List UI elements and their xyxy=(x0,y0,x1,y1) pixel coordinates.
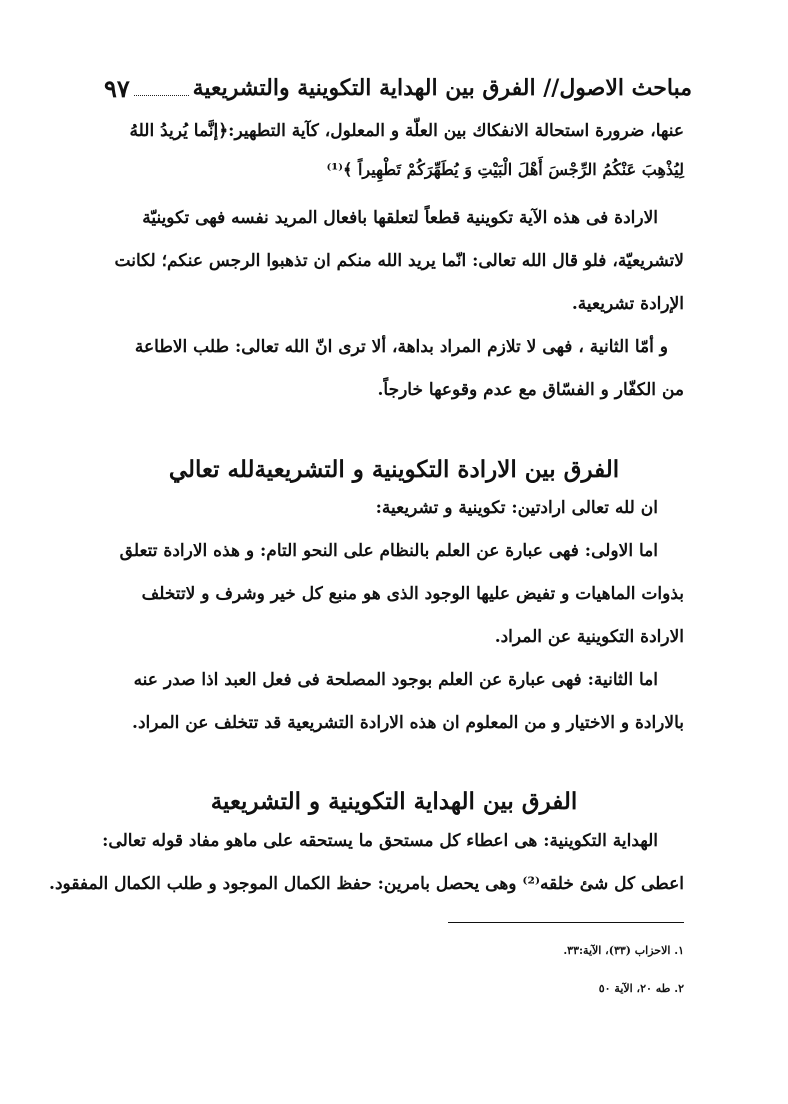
section-heading-1: الفرق بين الارادة التكوينية و التشريعيةلله تعالي xyxy=(168,456,620,483)
text-line-4: لاتشريعيّة، فلو قال الله تعالى: انّما يريد الله منكم ان تذهبوا الرجس عنكم؛ لكانت xyxy=(114,251,684,271)
text-line-3: الارادة فى هذه الآية تكوينية قطعاً لتعلقها بافعال المريد نفسه فهى تكوينيّة xyxy=(142,208,658,228)
text-line-1: عنها، ضرورة استحالة الانفكاك بين العلّة و المعلول، كآية التطهير:﴿إنَّما يُريدُ اللهُ xyxy=(129,121,684,141)
text-line-15: اعطى كل شئ خلقه⁽²⁾ وهى يحصل بامرين: حفظ الكمال الموجود و طلب الكمال المفقود. xyxy=(49,874,684,894)
text-line-7: من الكفّار و الفسّاق مع عدم وقوعها خارجاً. xyxy=(377,380,684,400)
running-header xyxy=(104,70,692,106)
text-line-8: ان لله تعالى ارادتين: تكوينية و تشريعية: xyxy=(375,498,658,518)
text-line-9: اما الاولى: فهى عبارة عن العلم بالنظام على النحو التام: و هذه الارادة تتعلق xyxy=(119,541,658,561)
section-heading-2: الفرق بين الهداية التكوينية و التشريعية xyxy=(210,788,578,815)
text-line-5: الإرادة تشريعية. xyxy=(571,294,684,314)
page-number: ٩٧ xyxy=(104,73,130,103)
text-line-14: الهداية التكوينية: هى اعطاء كل مستحق ما يستحقه على ماهو مفاد قوله تعالى: xyxy=(102,831,658,851)
footnote-1: ١. الاحزاب (٣٣)، الآية:٣٣. xyxy=(563,944,684,957)
text-line-12: اما الثانية: فهى عبارة عن العلم بوجود المصلحة فى فعل العبد اذا صدر عنه xyxy=(133,670,658,690)
quran-verse-line: لِيُذْهِبَ عَنْكُمُ الرِّجْسَ أَهْلَ الْبَيْتِ وَ يُطَهِّرَكُمْ تَطْهِيراً ﴾⁽¹⁾ xyxy=(326,160,684,179)
header-dotted-leader xyxy=(134,81,189,96)
footnote-2: ٢. طه ٢٠، الآية ٥٠ xyxy=(598,982,684,995)
text-line-10: بذوات الماهيات و تفيض عليها الوجود الذى هو منبع كل خير وشرف و لاتتخلف xyxy=(141,584,684,604)
text-line-13: بالارادة و الاختيار و من المعلوم ان هذه الارادة التشريعية قد تتخلف عن المراد. xyxy=(132,713,684,733)
footnote-rule xyxy=(448,922,684,923)
header-title: مباحث الاصول// الفرق بين الهداية التكوينية والتشريعية xyxy=(192,75,692,101)
text-line-11: الارادة التكوينية عن المراد. xyxy=(494,627,684,647)
text-line-6: و أمّا الثانية ، فهى لا تلازم المراد بداهة، ألا ترى انّ الله تعالى: طلب الاطاعة xyxy=(134,337,668,357)
